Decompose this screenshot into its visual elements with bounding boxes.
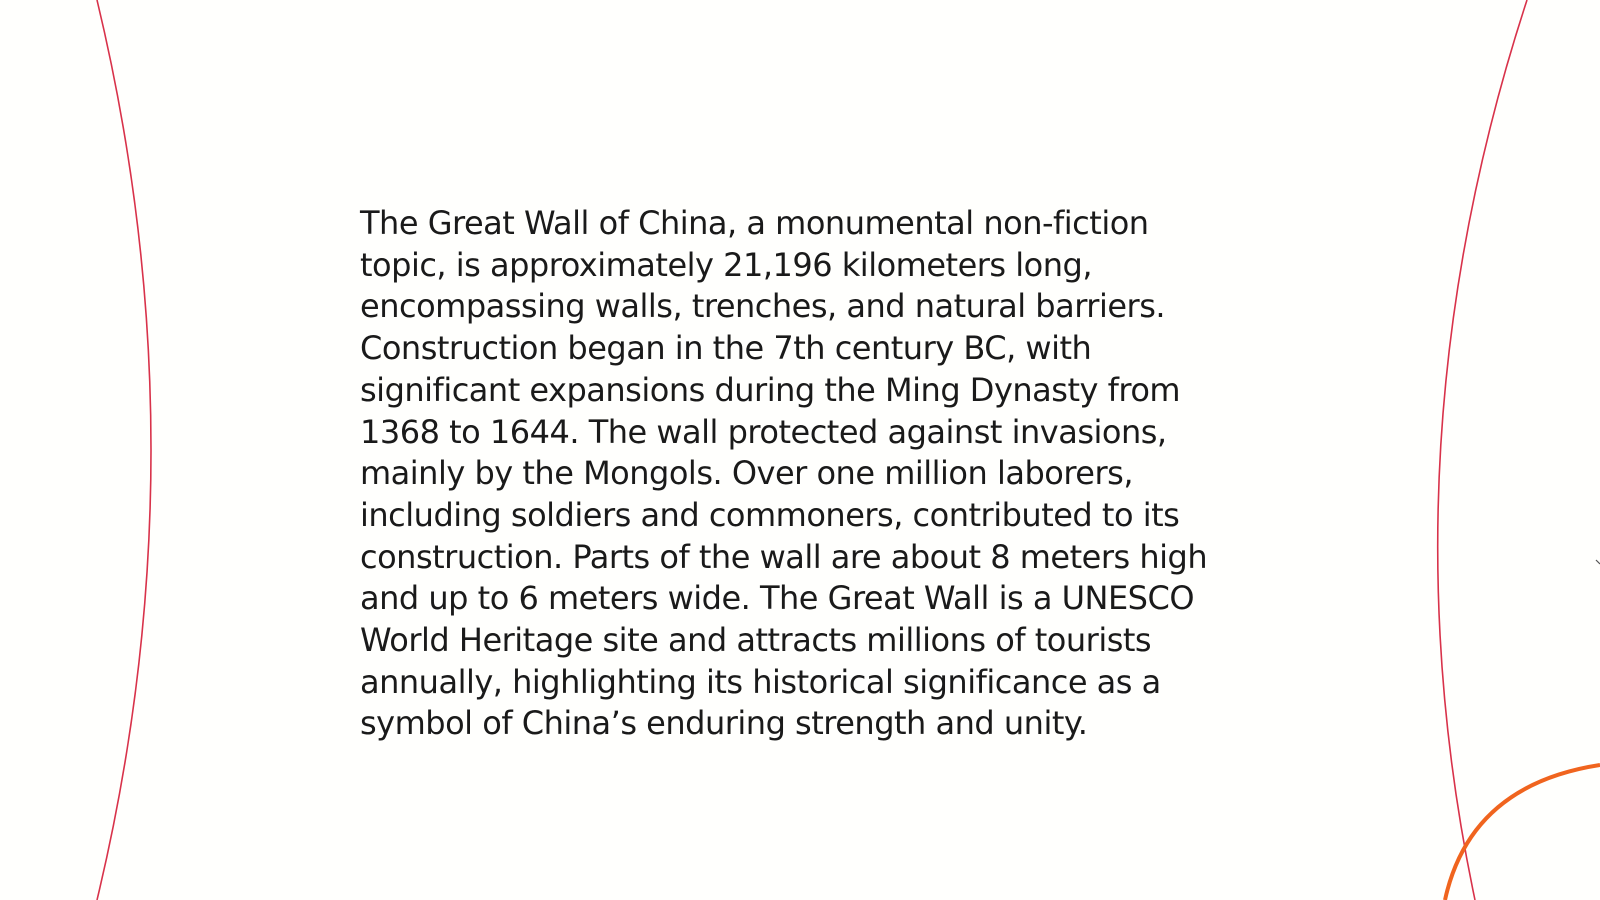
right-curve xyxy=(1438,0,1527,900)
left-curve xyxy=(97,0,151,900)
accent-arc xyxy=(1445,765,1600,900)
body-paragraph: The Great Wall of China, a monumental non-fiction topic, is approximately 21,196 kilometers long, encompassing walls, trenches, and natural barriers. Construction began in the 7th century BC, with significant expansions during the Ming Dynasty from 1368 to 1644. The wall protected against invasions, mainly by the Mongols. Over one million laborers, including soldiers and commoners, contributed to its construction. Parts of the wall are about 8 meters high and up to 6 meters wide. The Great Wall is a UNESCO World Heritage site and attracts millions of tourists annually, highlighting its historical significance as a symbol of China’s enduring strength and unity. xyxy=(360,204,1208,743)
small-mark xyxy=(1596,560,1600,564)
